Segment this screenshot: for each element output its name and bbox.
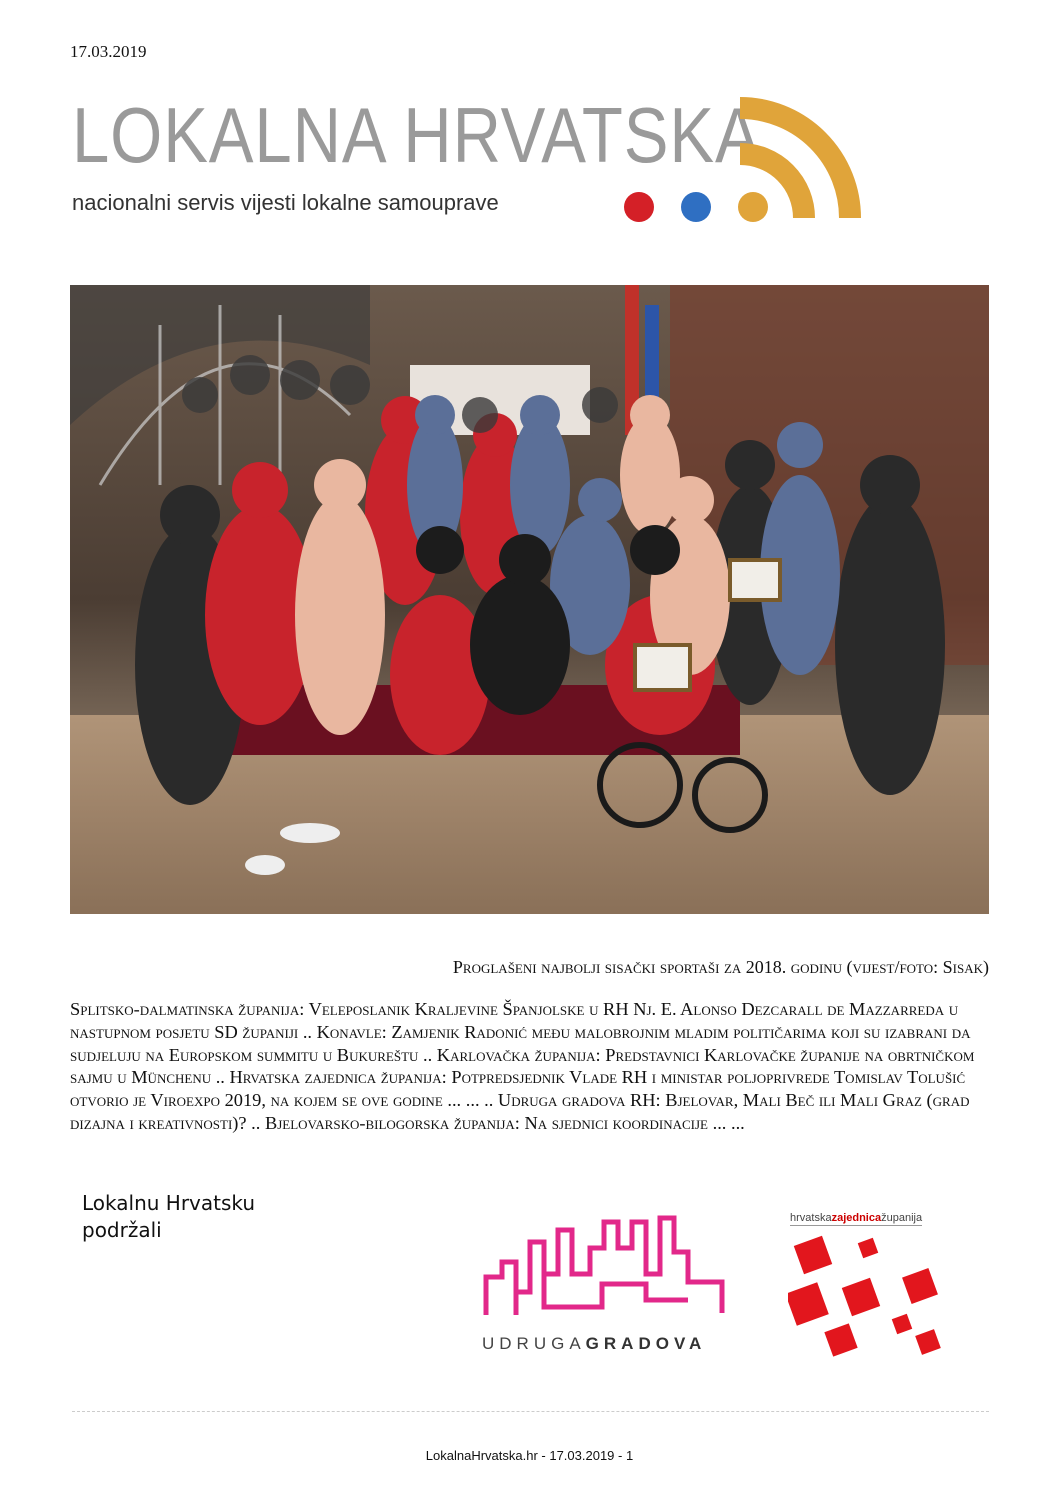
masthead-title: LOKALNA HRVATSKA [72, 91, 761, 179]
hzz-checker-logo [788, 1232, 948, 1357]
hzz-wordmark [790, 1212, 922, 1226]
supporters-line-2: podržali [82, 1218, 162, 1242]
red-dot [624, 192, 654, 222]
blue-dot [681, 192, 711, 222]
photo-caption: Proglašeni najbolji sisački sportaši za 2018. godinu (vijest/foto: Sisak) [452, 957, 989, 977]
news-summary: Splitsko-dalmatinska županija: Veleposlanik Kraljevine Španjolske u RH Nj. E. Alonso Dezcarall de Mazzarreda u nastupnom posjetu SD županiji .. Konavle: Zamjenik Radonić među malobrojnim mladim političarima koji su izabrani da sudjeluju na Europskom summitu u Bukureštu .. Karlovačka županija: Predstavnici Karlovačke županije na obrtničkom sajmu u Münchenu .. Hrvatska zajednica županija: Potpredsjednik Vlade RH i ministar poljoprivrede Tomislav Tolušić otvorio je Viroexpo 2019, na kojem se ove godine ... ... .. Udruga gradova RH: Bjelovar, Mali Beč ili Mali Graz (grad dizajna i kreativnosti)? .. Bjelovarsko-bilogorska županija: Na sjednici koordinacije ... ... [70, 999, 975, 1133]
udruga-word-1: UDRUGA [482, 1334, 586, 1353]
issue-date: 17.03.2019 [70, 42, 147, 61]
udruga-gradova-wordmark [482, 1334, 706, 1354]
hzz-word-1: hrvatska [790, 1212, 832, 1224]
supporters-line-1: Lokalnu Hrvatsku [82, 1191, 256, 1215]
hzz-word-3: županija [881, 1212, 923, 1224]
udruga-word-2: GRADOVA [585, 1334, 707, 1353]
rss-waves-icon [736, 96, 862, 222]
page-footer: LokalnaHrvatska.hr - 17.03.2019 - 1 [425, 1448, 634, 1463]
footer-divider [72, 1411, 989, 1412]
news-photo [70, 285, 989, 914]
supporters-heading [82, 1190, 255, 1244]
masthead-tagline: nacionalni servis vijesti lokalne samouprave [72, 190, 499, 215]
hzz-word-2: zajednica [831, 1212, 882, 1224]
